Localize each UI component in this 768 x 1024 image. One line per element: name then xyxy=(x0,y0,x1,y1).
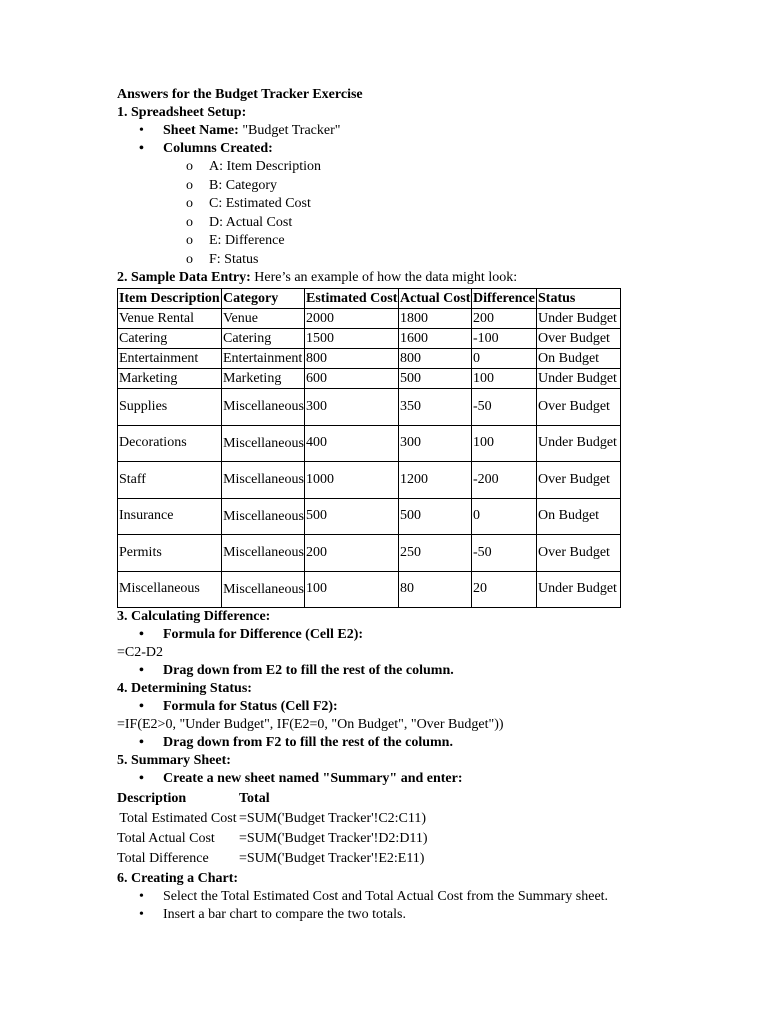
chart-step-item: • Select the Total Estimated Cost and Total Actual Cost from the Summary sheet. xyxy=(117,888,657,906)
section-1-heading: 1. Spreadsheet Setup: xyxy=(117,105,247,120)
column-item: o C: Estimated Cost xyxy=(117,195,657,214)
table-row xyxy=(118,349,621,369)
table-cell: Miscellaneous xyxy=(118,571,222,608)
table-cell: Marketing xyxy=(118,369,222,389)
table-cell: Supplies xyxy=(118,389,222,426)
table-cell: 1200 xyxy=(399,462,472,499)
table-cell: 200 xyxy=(305,535,399,572)
table-cell: Miscellaneous xyxy=(222,389,305,426)
status-formula: =IF(E2>0, "Under Budget", IF(E2=0, "On Budget", "Over Budget")) xyxy=(117,717,504,732)
summary-row xyxy=(117,829,428,849)
table-cell: Under Budget xyxy=(537,309,621,329)
table-header-row xyxy=(118,289,621,309)
table-cell: 100 xyxy=(472,369,537,389)
section-2-heading: 2. Sample Data Entry: xyxy=(117,270,251,285)
table-cell: Venue xyxy=(222,309,305,329)
column-item: o D: Actual Cost xyxy=(117,214,657,233)
table-row xyxy=(118,571,621,608)
table-cell: 300 xyxy=(305,389,399,426)
summary-cell: =SUM('Budget Tracker'!E2:E11) xyxy=(239,851,425,866)
table-cell: 800 xyxy=(305,349,399,369)
section-5-heading: 5. Summary Sheet: xyxy=(117,753,231,768)
column-item: o E: Difference xyxy=(117,232,657,251)
summary-cell: Total Actual Cost xyxy=(117,831,215,846)
sample-data-table xyxy=(117,288,621,608)
table-cell: 2000 xyxy=(305,309,399,329)
table-cell: -50 xyxy=(472,535,537,572)
table-cell: Miscellaneous xyxy=(222,571,305,608)
table-cell: 80 xyxy=(399,571,472,608)
table-row xyxy=(118,535,621,572)
table-cell: -100 xyxy=(472,329,537,349)
summary-row xyxy=(117,849,428,869)
table-cell: 500 xyxy=(399,498,472,535)
table-cell: 350 xyxy=(399,389,472,426)
table-cell: 500 xyxy=(399,369,472,389)
table-cell: 0 xyxy=(472,498,537,535)
table-cell: Insurance xyxy=(118,498,222,535)
sheet-name-label: Sheet Name: xyxy=(163,123,239,138)
table-cell: Under Budget xyxy=(537,425,621,462)
table-cell: On Budget xyxy=(537,498,621,535)
section-2-heading-line xyxy=(117,269,657,287)
table-row xyxy=(118,389,621,426)
table-cell: 500 xyxy=(305,498,399,535)
column-item: o B: Category xyxy=(117,177,657,196)
table-row xyxy=(118,462,621,499)
document-title: Answers for the Budget Tracker Exercise xyxy=(117,87,363,102)
table-row xyxy=(118,369,621,389)
table-cell: 400 xyxy=(305,425,399,462)
difference-formula: =C2-D2 xyxy=(117,645,164,660)
table-cell: 1600 xyxy=(399,329,472,349)
table-cell: 600 xyxy=(305,369,399,389)
create-summary-item: • Create a new sheet named "Summary" and enter: xyxy=(117,770,657,788)
chart-step-item: • Insert a bar chart to compare the two totals. xyxy=(117,906,657,924)
table-cell: Under Budget xyxy=(537,369,621,389)
section-3-heading: 3. Calculating Difference: xyxy=(117,609,271,624)
table-cell: Entertainment xyxy=(222,349,305,369)
column-item: o F: Status xyxy=(117,251,657,270)
columns-created-item: • Columns Created: xyxy=(117,140,657,158)
table-cell: -200 xyxy=(472,462,537,499)
sheet-name-item xyxy=(117,122,657,140)
table-cell: 100 xyxy=(472,425,537,462)
table-cell: Venue Rental xyxy=(118,309,222,329)
table-row xyxy=(118,309,621,329)
column-header: Estimated Cost xyxy=(305,289,399,309)
summary-row xyxy=(117,809,428,829)
table-cell: 800 xyxy=(399,349,472,369)
table-cell: 300 xyxy=(399,425,472,462)
column-header: Actual Cost xyxy=(399,289,472,309)
table-cell: 200 xyxy=(472,309,537,329)
summary-cell: =SUM('Budget Tracker'!C2:C11) xyxy=(239,811,427,826)
table-cell: Entertainment xyxy=(118,349,222,369)
table-cell: Catering xyxy=(222,329,305,349)
table-row xyxy=(118,498,621,535)
table-cell: Permits xyxy=(118,535,222,572)
column-header: Category xyxy=(222,289,305,309)
summary-cell: Total Difference xyxy=(117,851,209,866)
section-4-heading: 4. Determining Status: xyxy=(117,681,252,696)
table-cell: Decorations xyxy=(118,425,222,462)
table-cell: 1800 xyxy=(399,309,472,329)
table-cell: Over Budget xyxy=(537,329,621,349)
section-2-intro: Here’s an example of how the data might look: xyxy=(250,270,518,285)
table-cell: 250 xyxy=(399,535,472,572)
table-cell: Marketing xyxy=(222,369,305,389)
table-cell: 1500 xyxy=(305,329,399,349)
drag-e2-item: • Drag down from E2 to fill the rest of the column. xyxy=(117,662,657,680)
table-cell: 100 xyxy=(305,571,399,608)
difference-formula-item: • Formula for Difference (Cell E2): xyxy=(117,626,657,644)
summary-table xyxy=(117,789,428,869)
table-cell: Catering xyxy=(118,329,222,349)
summary-cell: =SUM('Budget Tracker'!D2:D11) xyxy=(239,831,428,846)
table-cell: Miscellaneous xyxy=(222,535,305,572)
table-cell: -50 xyxy=(472,389,537,426)
table-cell: Staff xyxy=(118,462,222,499)
sheet-name-value: "Budget Tracker" xyxy=(238,123,341,138)
table-cell: Over Budget xyxy=(537,389,621,426)
status-formula-item: • Formula for Status (Cell F2): xyxy=(117,698,657,716)
table-cell: On Budget xyxy=(537,349,621,369)
table-cell: Miscellaneous xyxy=(222,498,305,535)
table-cell: 20 xyxy=(472,571,537,608)
column-header: Item Description xyxy=(118,289,222,309)
summary-cell: Total Estimated Cost xyxy=(119,811,237,826)
table-cell: 0 xyxy=(472,349,537,369)
table-cell: Miscellaneous xyxy=(222,425,305,462)
table-cell: Under Budget xyxy=(537,571,621,608)
column-header: Difference xyxy=(472,289,537,309)
table-cell: 1000 xyxy=(305,462,399,499)
table-cell: Over Budget xyxy=(537,535,621,572)
summary-header-row xyxy=(117,789,428,809)
column-header: Total xyxy=(239,791,270,806)
table-row xyxy=(118,425,621,462)
drag-f2-item: • Drag down from F2 to fill the rest of the column. xyxy=(117,734,657,752)
section-6-heading: 6. Creating a Chart: xyxy=(117,871,239,886)
table-cell: Over Budget xyxy=(537,462,621,499)
column-item: o A: Item Description xyxy=(117,158,657,177)
document xyxy=(117,86,657,924)
table-row xyxy=(118,329,621,349)
column-header: Description xyxy=(117,791,187,806)
column-header: Status xyxy=(537,289,621,309)
table-cell: Miscellaneous xyxy=(222,462,305,499)
